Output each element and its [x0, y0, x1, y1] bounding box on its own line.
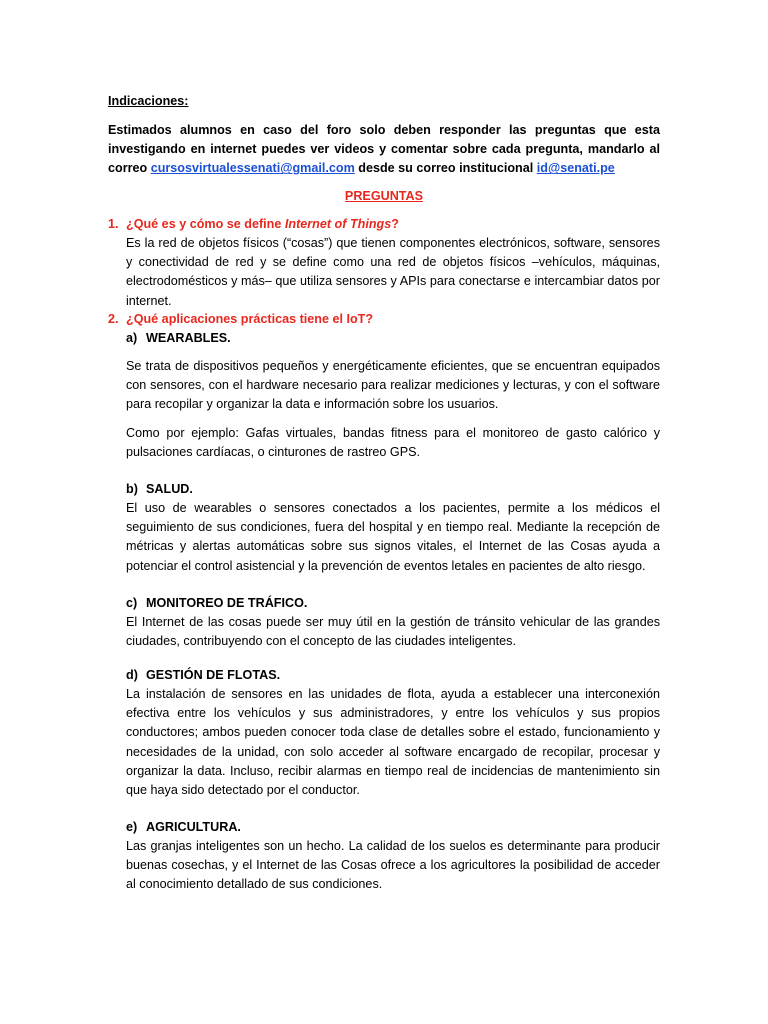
question-1-text-a: ¿Qué es y cómo se define	[126, 217, 285, 231]
section-e-label: e)	[126, 820, 138, 834]
question-1-text-em: Internet of Things	[284, 217, 392, 231]
section-b-paragraph: El uso de wearables o sensores conectados a los pacientes, permite a los médicos el seguimiento de sus condiciones, fuera del hospital y en tiempo real. Mediante la recepción de métricas y alertas automáticas sobre sus signos vitales, el Internet de las Cosas ayuda a potenciar el control asistencial y la prevención de eventos letales en pacientes de alto riesgo.	[126, 501, 660, 573]
section-b-title	[126, 480, 660, 499]
email-link-cursos[interactable]: cursosvirtualessenati@gmail.com	[150, 161, 355, 176]
section-a-label: a)	[126, 331, 138, 345]
section-d-label: d)	[126, 668, 138, 682]
section-a-title	[126, 329, 660, 348]
question-2	[108, 310, 668, 329]
indicaciones-paragraph	[108, 121, 660, 179]
section-d-paragraph: La instalación de sensores en las unidades de flota, ayuda a establecer una interconexión efectiva entre los vehículos y sus administradores, y entre los vehículos y sus propios conductores; ambos pueden conocer toda clase de detalles sobre el estado, funcionamiento y necesidades de la unidad, con solo acceder al software encargado de recopilar, procesar y organizar la data. Incluso, recibir alarmas en tiempo real de incidencias de mantenimiento sin que haya sido detectado por el conductor.	[126, 687, 660, 798]
email-link-senati[interactable]: id@senati.pe	[536, 161, 615, 176]
question-1-answer: Es la red de objetos físicos (“cosas”) que tienen componentes electrónicos, software, sensores y conectividad de red y se define como una red de objetos físicos –vehículos, máquinas, electrodomésticos y más– que utiliza sensores y APIs para conectarse e intercambiar datos por internet.	[126, 236, 660, 308]
question-2-number: 2.	[108, 312, 119, 326]
section-d-heading: GESTIÓN DE FLOTAS.	[146, 668, 281, 682]
section-e-title	[126, 818, 660, 837]
question-1-text-b: ?	[391, 217, 399, 231]
section-c-label: c)	[126, 596, 138, 610]
indicaciones-mid-text: desde su correo institucional	[358, 161, 534, 176]
indicaciones-title: Indicaciones:	[108, 94, 189, 108]
section-c-title	[126, 594, 660, 613]
section-a-paragraph-1: Se trata de dispositivos pequeños y energéticamente eficientes, que se encuentran equipados con sensores, con el hardware necesario para realizar mediciones y lecturas, y con el software para recopilar y organizar la data e información sobre los usuarios.	[126, 359, 660, 412]
section-b-label: b)	[126, 482, 138, 496]
section-c-heading: MONITOREO DE TRÁFICO.	[146, 596, 308, 610]
section-d-title	[126, 666, 660, 685]
question-2-text: ¿Qué aplicaciones prácticas tiene el IoT?	[126, 312, 374, 326]
section-b-heading: SALUD.	[146, 482, 193, 496]
section-e-paragraph: Las granjas inteligentes son un hecho. La calidad de los suelos es determinante para producir buenas cosechas, y el Internet de las Cosas ofrece a los agricultores la posibilidad de acceder al conocimiento detallado de sus condiciones.	[126, 839, 660, 892]
preguntas-heading: PREGUNTAS	[344, 189, 424, 203]
section-a-heading: WEARABLES.	[146, 331, 231, 345]
indicaciones-text: Estimados alumnos en caso del foro solo deben responder las preguntas que esta investigando en internet puedes ver videos y comentar sobre cada pregunta, mandarlo al correo	[108, 123, 660, 176]
question-1	[108, 215, 668, 234]
section-a-paragraph-2: Como por ejemplo: Gafas virtuales, bandas fitness para el monitoreo de gasto calórico y pulsaciones cardíacas, o cinturones de rastreo GPS.	[126, 426, 660, 460]
question-1-number: 1.	[108, 217, 119, 231]
section-e-heading: AGRICULTURA.	[146, 820, 241, 834]
section-c-paragraph: El Internet de las cosas puede ser muy útil en la gestión de tránsito vehicular de las grandes ciudades, contribuyendo con el concepto de las ciudades inteligentes.	[126, 615, 660, 649]
